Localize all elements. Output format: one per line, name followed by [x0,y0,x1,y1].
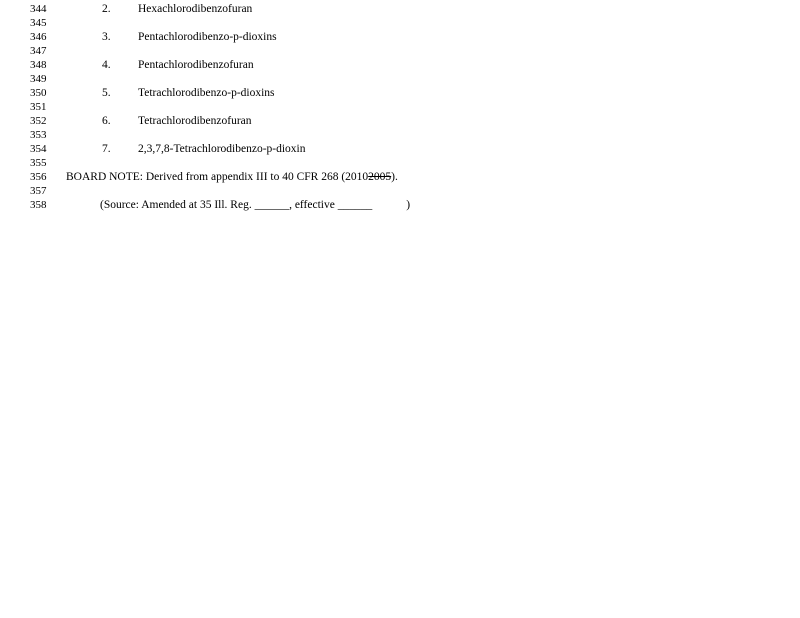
item-text: Tetrachlorodibenzo-p-dioxins [138,87,275,99]
document-line [0,86,800,100]
document-line [0,44,800,58]
line-number: 351 [30,101,47,113]
document-line [0,72,800,86]
document-line [0,128,800,142]
item-number: 2. [102,3,111,15]
source-note [100,198,410,212]
line-number: 357 [30,185,47,197]
document-line [0,30,800,44]
document-line [0,114,800,128]
document-line [0,142,800,156]
line-number: 353 [30,129,47,141]
item-text: Pentachlorodibenzofuran [138,59,254,71]
item-text: 2,3,7,8-Tetrachlorodibenzo-p-dioxin [138,143,306,155]
item-number: 4. [102,59,111,71]
line-number: 345 [30,17,47,29]
line-number: 348 [30,59,47,71]
line-number: 358 [30,199,47,211]
line-number: 344 [30,3,47,15]
document-line [0,170,800,184]
document-line [0,184,800,198]
source-note-text: (Source: Amended at 35 Ill. Reg. ______, effective ______ [100,199,373,211]
item-number: 7. [102,143,111,155]
item-number: 5. [102,87,111,99]
document-line [0,198,800,212]
source-note-end: ) [406,199,411,211]
item-text: Hexachlorodibenzofuran [138,3,253,15]
document-line [0,2,800,16]
line-number: 354 [30,143,47,155]
line-number: 347 [30,45,47,57]
line-number: 350 [30,87,47,99]
board-note-end: ). [391,171,398,183]
document-line [0,156,800,170]
line-number: 352 [30,115,47,127]
document-line [0,58,800,72]
item-number: 3. [102,31,111,43]
document-line [0,100,800,114]
line-number: 349 [30,73,47,85]
board-note-text: BOARD NOTE: Derived from appendix III to 40 CFR 268 (2010 [66,171,369,183]
line-number: 356 [30,171,47,183]
document-line [0,16,800,30]
item-number: 6. [102,115,111,127]
deleted-text: 2005 [368,171,392,183]
line-number: 346 [30,31,47,43]
item-text: Tetrachlorodibenzofuran [138,115,252,127]
board-note [66,170,398,184]
item-text: Pentachlorodibenzo-p-dioxins [138,31,277,43]
line-number: 355 [30,157,47,169]
